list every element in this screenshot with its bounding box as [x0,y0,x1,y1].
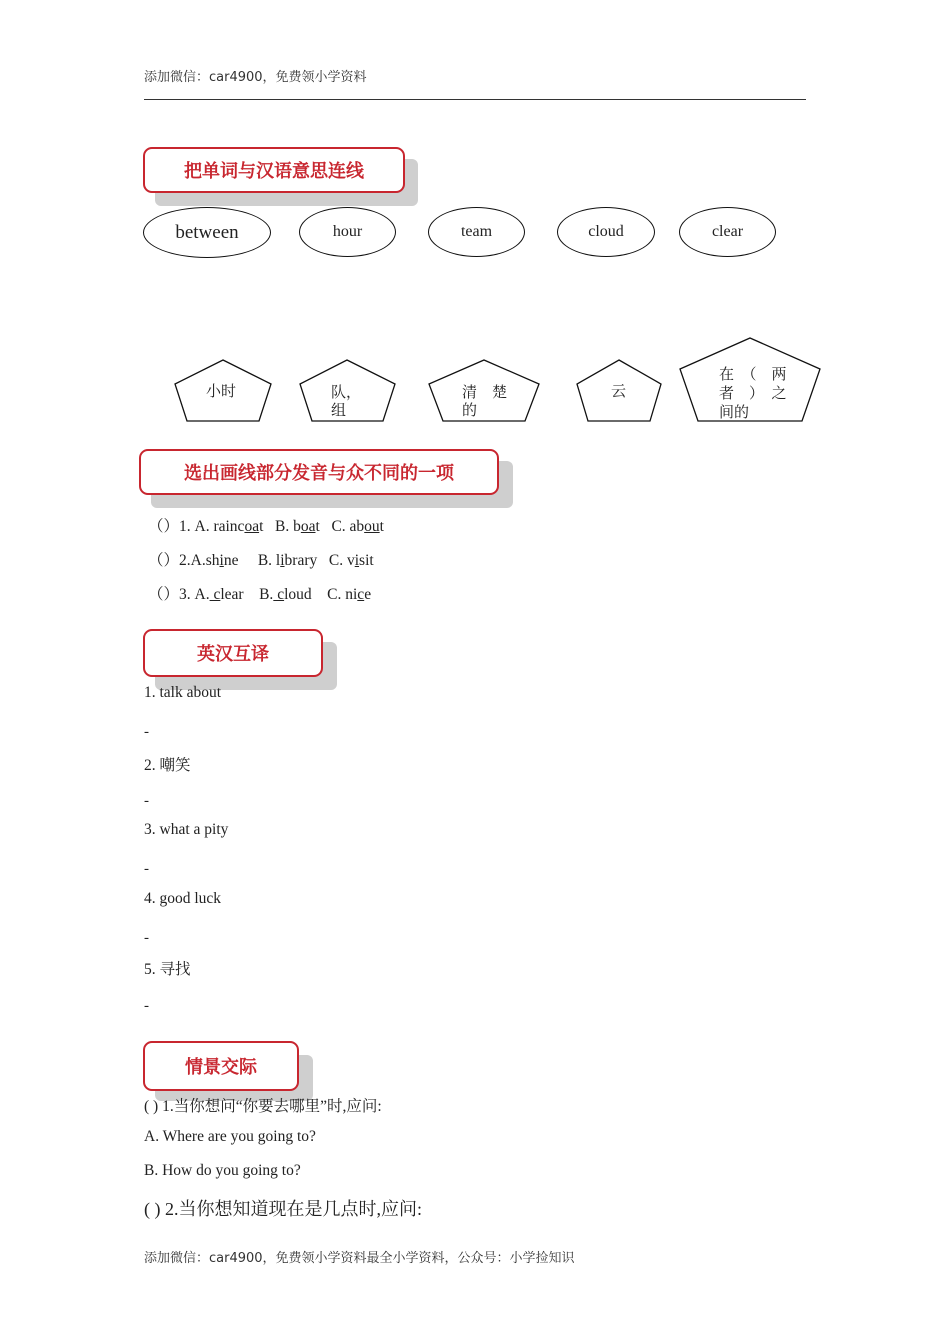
situational-question-2: ( ) 2.当你想知道现在是几点时,应问: [144,1199,422,1219]
title-box: 情景交际 [143,1041,299,1091]
meaning-text: 小时 [206,382,237,400]
meaning-pentagon-1 [174,360,272,422]
title-box: 英汉互译 [143,629,323,677]
section-title-translation [143,629,337,691]
answer-blank-2[interactable]: - [144,793,149,809]
meaning-text: 云 [611,382,627,400]
word-oval-between: between [143,207,271,258]
title-box: 把单词与汉语意思连线 [143,147,405,193]
page-footer: 添加微信：car4900，免费领小学资料最全小学资料，公众号：小学捡知识 [144,1251,575,1266]
translation-item-5: 5. 寻找 [144,961,191,978]
section-title-pronunciation [139,449,513,509]
answer-paren[interactable]: （） [148,552,180,569]
meaning-text-line1: 清 楚 [462,383,508,401]
meaning-text-line2: 者 ） 之 [719,384,787,402]
header-divider [144,99,806,100]
pronunciation-question-3: （）3. A. clear B. cloud C. nice [148,586,372,603]
section-title-matching [143,147,418,207]
pronunciation-question-1: （）1. A. raincoat B. boat C. about [148,518,384,535]
word-oval-team: team [428,207,525,257]
answer-blank-1[interactable]: - [144,724,149,740]
answer-blank-3[interactable]: - [144,861,149,877]
meaning-pentagon-3 [428,360,540,422]
meaning-text-line1: 队， [331,383,362,401]
answer-blank-5[interactable]: - [144,998,149,1014]
situational-option-a: A. Where are you going to? [144,1128,316,1145]
meaning-pentagon-5 [679,338,821,422]
meaning-pentagon-2 [299,360,396,422]
answer-paren[interactable]: （） [148,518,180,535]
answer-blank-4[interactable]: - [144,930,149,946]
title-box: 选出画线部分发音与众不同的一项 [139,449,499,495]
page-header: 添加微信：car4900，免费领小学资料 [144,70,367,85]
situational-option-b: B. How do you going to? [144,1162,301,1179]
pronunciation-question-2: （）2.A.shine B. library C. visit [148,552,374,569]
translation-item-2: 2. 嘲笑 [144,757,191,774]
word-oval-cloud: cloud [557,207,655,257]
translation-item-1: 1. talk about [144,684,222,701]
translation-item-4: 4. good luck [144,890,222,907]
translation-item-3: 3. what a pity [144,821,229,838]
word-oval-hour: hour [299,207,396,257]
section-title-situational [143,1041,313,1101]
meaning-text-line3: 间的 [719,403,750,421]
meaning-pentagon-4 [576,360,662,422]
answer-paren[interactable]: （） [148,586,180,603]
situational-question-1: ( ) 1.当你想问“你要去哪里”时,应问: [144,1098,382,1115]
meaning-text-line2: 组 [331,401,347,419]
word-oval-clear: clear [679,207,776,257]
meaning-text-line1: 在 （ 两 [719,365,787,383]
meaning-text-line2: 的 [462,401,478,419]
